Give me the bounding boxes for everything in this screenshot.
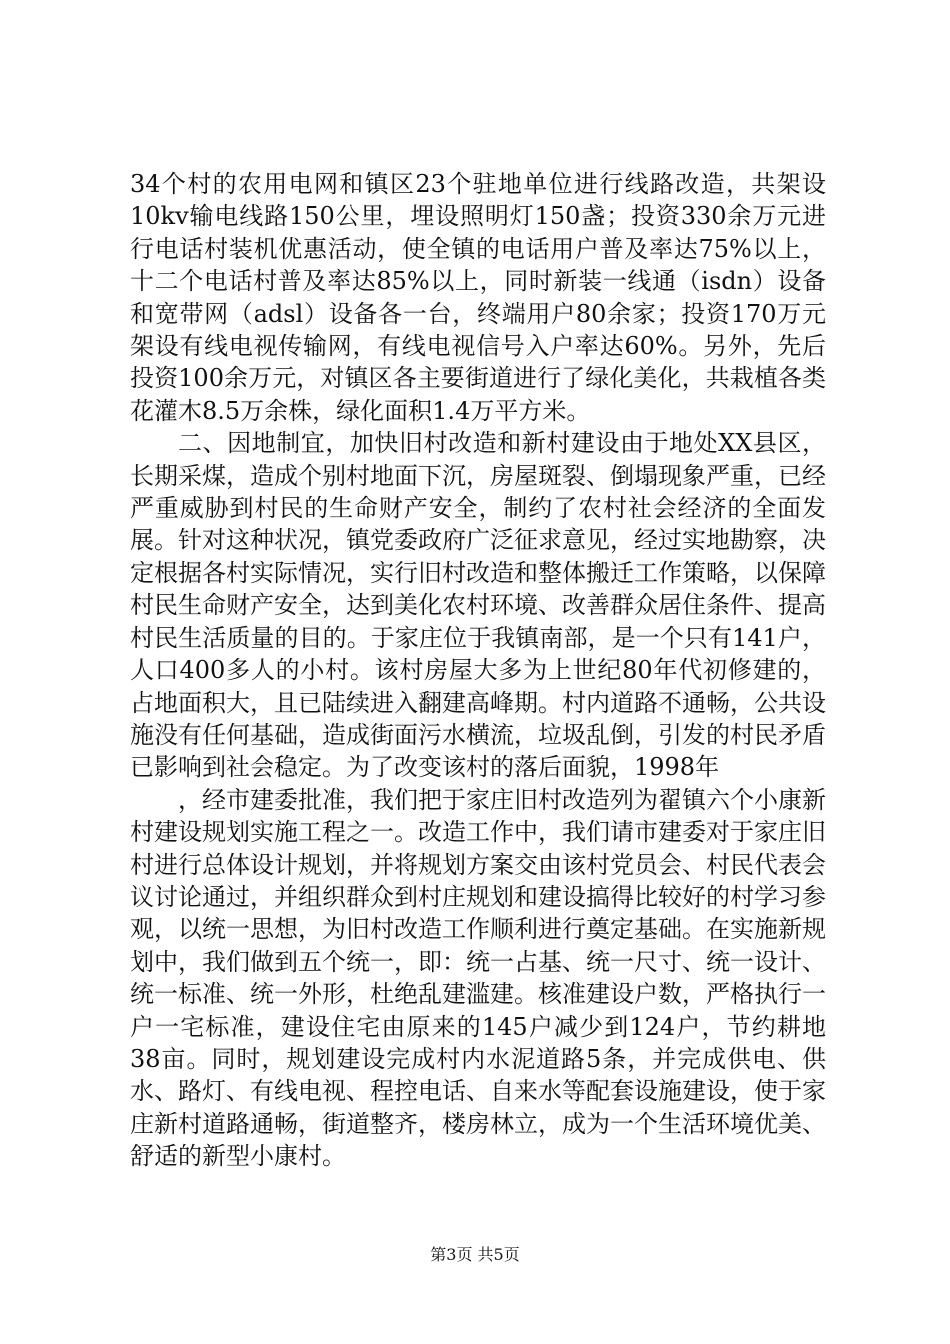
- page-number-footer: 第3页 共5页: [430, 1245, 520, 1264]
- document-body: [130, 168, 826, 1173]
- paragraph-1: 34个村的农用电网和镇区23个驻地单位进行线路改造，共架设10kv输电线路150公里，埋设照明灯150盏；投资330余万元进行电话村装机优惠活动，使全镇的电话用户普及率达75%以上，十二个电话村普及率达85%以上，同时新装一线通（isdn）设备和宽带网（adsl）设备各一台，终端用户80余家；投资170万元架设有线电视传输网，有线电视信号入户率达60%。另外，先后投资100余万元，对镇区各主要街道进行了绿化美化，共栽植各类花灌木8.5万余株，绿化面积1.4万平方米。: [130, 170, 826, 425]
- paragraph-2: 二、因地制宜，加快旧村改造和新村建设由于地处XX县区，长期采煤，造成个别村地面下沉，房屋斑裂、倒塌现象严重，已经严重威胁到村民的生命财产安全，制约了农村社会经济的全面发展。针对这种状况，镇党委政府广泛征求意见，经过实地勘察，决定根据各村实际情况，实行旧村改造和整体搬迁工作策略，以保障村民生命财产安全，达到美化农村环境、改善群众居住条件、提高村民生活质量的目的。于家庄位于我镇南部，是一个只有141户，人口400多人的小村。该村房屋大多为上世纪80年代初修建的，占地面积大，且已陆续进入翻建高峰期。村内道路不通畅，公共设施没有任何基础，造成街面污水横流，垃圾乱倒，引发的村民矛盾已影响到社会稳定。为了改变该村的落后面貌，1998年: [130, 429, 826, 782]
- paragraph-3: ，经市建委批准，我们把于家庄旧村改造列为翟镇六个小康新村建设规划实施工程之一。改造工作中，我们请市建委对于家庄旧村进行总体设计规划，并将规划方案交由该村党员会、村民代表会议讨论通过，并组织群众到村庄规划和建设搞得比较好的村学习参观，以统一思想，为旧村改造工作顺利进行奠定基础。在实施新规划中，我们做到五个统一，即：统一占基、统一尺寸、统一设计、统一标准、统一外形，杜绝乱建滥建。核准建设户数，严格执行一户一宅标准，建设住宅由原来的145户减少到124户，节约耕地38亩。同时，规划建设完成村内水泥道路5条，并完成供电、供水、路灯、有线电视、程控电话、自来水等配套设施建设，使于家庄新村道路通畅，街道整齐，楼房林立，成为一个生活环境优美、舒适的新型小康村。: [130, 785, 826, 1171]
